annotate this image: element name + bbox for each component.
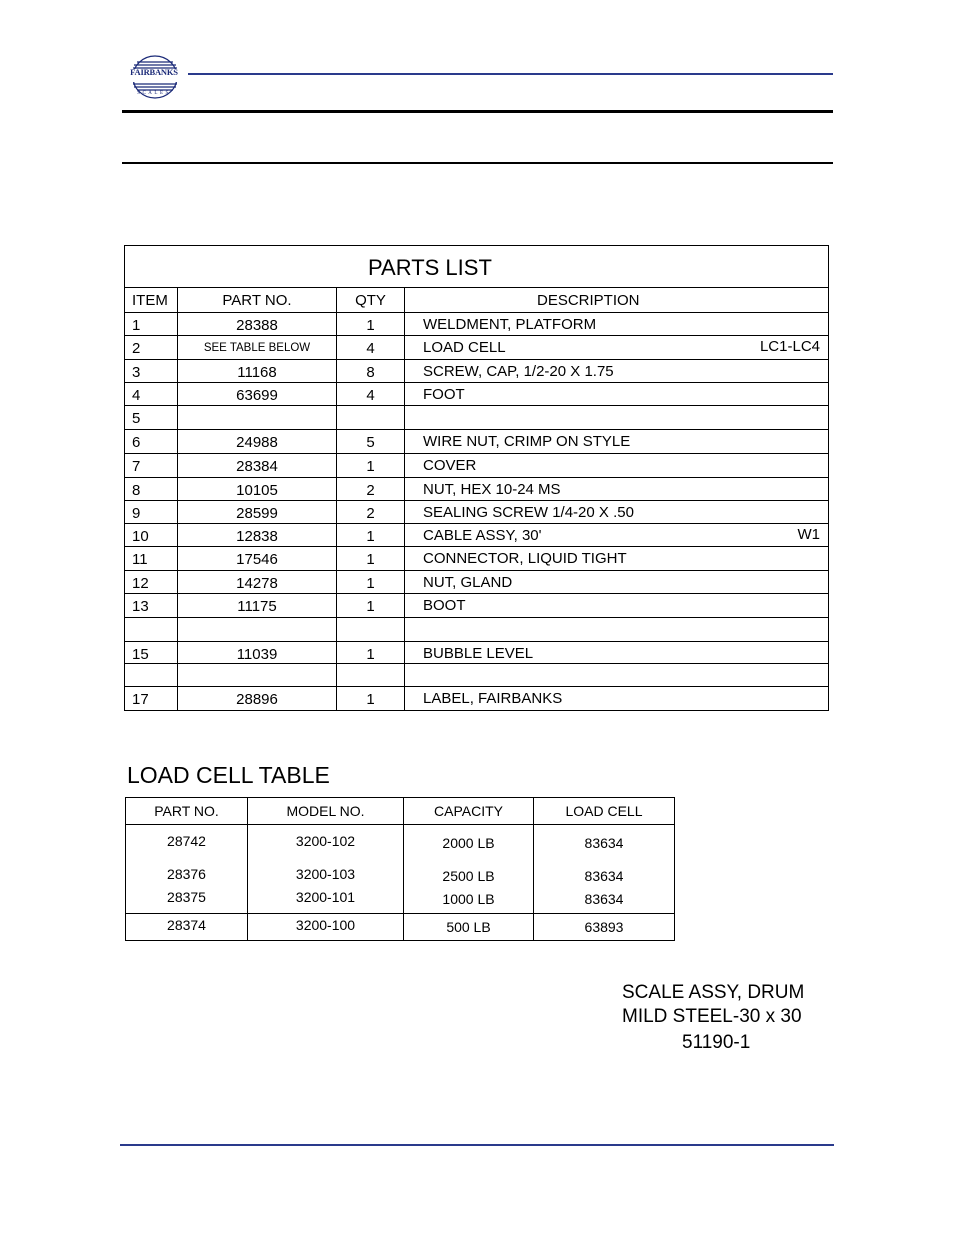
- parts-description: WELDMENT, PLATFORM: [423, 316, 597, 333]
- parts-part-no: 11175: [237, 598, 277, 615]
- col-header-part-no: PART NO.: [222, 292, 292, 309]
- parts-item: 1: [132, 317, 141, 334]
- parts-part-no: 63699: [236, 387, 278, 404]
- parts-item: 12: [132, 575, 149, 592]
- parts-list-row: [125, 687, 828, 710]
- load-cell-value: 3200-100: [295, 917, 356, 933]
- assembly-part-number: 51190-1: [682, 1032, 751, 1053]
- parts-qty: 1: [366, 598, 375, 615]
- parts-list-row: [125, 618, 828, 642]
- parts-description: LOAD CELL: [423, 339, 506, 356]
- footer-rule: [120, 1144, 834, 1146]
- load-cell-value: 500 LB: [446, 919, 491, 935]
- logo-text: FAIRBANKS: [130, 67, 178, 77]
- parts-item: 11: [132, 551, 148, 568]
- parts-qty: 1: [366, 691, 375, 708]
- assembly-line-2: MILD STEEL-30 x 30: [622, 1006, 802, 1027]
- parts-qty: 1: [366, 575, 375, 592]
- parts-list-header-row: [125, 287, 828, 313]
- load-cell-value: 28742: [167, 833, 206, 849]
- parts-note: LC1-LC4: [759, 338, 820, 355]
- load-cell-row: [126, 858, 674, 886]
- parts-list-row: [125, 313, 828, 336]
- parts-list-title-row: [125, 246, 828, 288]
- section-rule-top: [122, 110, 833, 113]
- load-cell-value: 3200-101: [295, 889, 356, 905]
- parts-qty: 2: [366, 505, 375, 522]
- parts-list-row: [125, 360, 828, 383]
- parts-list-row: [125, 571, 828, 594]
- parts-description: SEALING SCREW 1/4-20 X .50: [423, 504, 634, 521]
- parts-part-no: 10105: [236, 482, 278, 499]
- col-header-qty: QTY: [355, 292, 386, 309]
- col-header-item: ITEM: [132, 292, 168, 309]
- load-cell-value: 2000 LB: [442, 835, 495, 851]
- parts-item: 15: [132, 646, 149, 663]
- parts-description: COVER: [423, 457, 477, 474]
- parts-list-row: [125, 383, 828, 406]
- load-cell-value: 63893: [584, 919, 624, 935]
- parts-description: WIRE NUT, CRIMP ON STYLE: [423, 433, 631, 450]
- parts-list-row: [125, 406, 828, 430]
- parts-list-row: [125, 454, 828, 478]
- parts-description: LABEL, FAIRBANKS: [423, 690, 563, 707]
- parts-qty: 4: [366, 387, 375, 404]
- parts-description: SCREW, CAP, 1/2-20 X 1.75: [423, 363, 614, 380]
- parts-part-no: 11039: [236, 646, 278, 663]
- load-cell-value: 83634: [584, 868, 624, 884]
- load-cell-value: 3200-103: [295, 866, 356, 882]
- parts-item: 9: [132, 505, 141, 522]
- parts-part-no: 24988: [236, 434, 278, 451]
- load-cell-header-row: [126, 798, 674, 825]
- parts-item: 5: [132, 410, 141, 427]
- parts-item: 7: [132, 458, 141, 475]
- parts-description: NUT, HEX 10-24 MS: [423, 481, 561, 498]
- load-cell-value: 1000 LB: [442, 891, 495, 907]
- parts-part-no: 14278: [236, 575, 278, 592]
- parts-part-no: 17546: [236, 551, 278, 568]
- parts-part-no: 28388: [236, 317, 278, 334]
- parts-qty: 5: [366, 434, 375, 451]
- load-cell-row: [126, 914, 674, 940]
- parts-part-no: 12838: [236, 528, 278, 545]
- load-cell-row: [126, 825, 674, 858]
- parts-description: NUT, GLAND: [423, 574, 513, 591]
- parts-note: W1: [797, 526, 820, 543]
- load-cell-table-title: LOAD CELL TABLE: [127, 762, 330, 788]
- parts-description: FOOT: [423, 386, 465, 403]
- parts-list-row: [125, 547, 828, 571]
- load-cell-value: 28374: [167, 917, 206, 933]
- section-rule-bottom: [122, 162, 833, 164]
- parts-list-row: [125, 478, 828, 501]
- parts-description: CABLE ASSY, 30': [423, 527, 542, 544]
- parts-part-no: 11168: [237, 364, 277, 381]
- lc-col-capacity: CAPACITY: [434, 803, 503, 819]
- parts-item: 8: [132, 482, 141, 499]
- parts-list-table: [124, 245, 829, 711]
- parts-item: 3: [132, 364, 141, 381]
- parts-list-title: PARTS LIST: [368, 255, 492, 280]
- parts-part-no: 28599: [236, 505, 278, 522]
- load-cell-value: 28376: [167, 866, 206, 882]
- parts-list-row: [125, 594, 828, 618]
- parts-list-row: [125, 501, 828, 524]
- parts-part-no: 28384: [236, 458, 278, 475]
- parts-part-no: 28896: [236, 691, 278, 708]
- parts-item: 17: [132, 691, 149, 708]
- load-cell-value: 28375: [167, 889, 206, 905]
- parts-list-row: [125, 642, 828, 664]
- parts-description: BUBBLE LEVEL: [423, 645, 534, 662]
- parts-list-row: [125, 430, 828, 454]
- parts-qty: 1: [366, 458, 375, 475]
- load-cell-value: 2500 LB: [442, 868, 495, 884]
- load-cell-value: 3200-102: [295, 833, 356, 849]
- parts-item: 4: [132, 387, 141, 404]
- lc-col-model-no: MODEL NO.: [286, 803, 365, 819]
- col-header-description: DESCRIPTION: [537, 292, 640, 309]
- parts-qty: 1: [366, 646, 375, 663]
- parts-qty: 1: [366, 551, 375, 568]
- parts-item: 6: [132, 434, 141, 451]
- parts-part-no: SEE TABLE BELOW: [203, 342, 311, 354]
- parts-item: 10: [132, 528, 149, 545]
- load-cell-row: [126, 886, 674, 914]
- parts-item: 13: [132, 598, 149, 615]
- parts-qty: 4: [366, 340, 375, 357]
- parts-list-row: [125, 664, 828, 687]
- parts-qty: 1: [366, 317, 375, 334]
- parts-item: 2: [132, 340, 141, 357]
- lc-col-load-cell: LOAD CELL: [565, 803, 643, 819]
- parts-list-row: [125, 524, 828, 547]
- lc-col-part-no: PART NO.: [154, 803, 219, 819]
- header-rule: [188, 73, 833, 75]
- load-cell-value: 83634: [584, 835, 624, 851]
- parts-qty: 1: [366, 528, 375, 545]
- load-cell-value: 83634: [584, 891, 624, 907]
- load-cell-table: [125, 797, 675, 941]
- parts-description: CONNECTOR, LIQUID TIGHT: [423, 550, 627, 567]
- assembly-line-1: SCALE ASSY, DRUM: [622, 982, 805, 1003]
- parts-description: BOOT: [423, 597, 466, 614]
- parts-qty: 8: [366, 364, 375, 381]
- logo-subtext: SCALES: [137, 91, 171, 96]
- parts-list-row: [125, 336, 828, 360]
- parts-qty: 2: [366, 482, 375, 499]
